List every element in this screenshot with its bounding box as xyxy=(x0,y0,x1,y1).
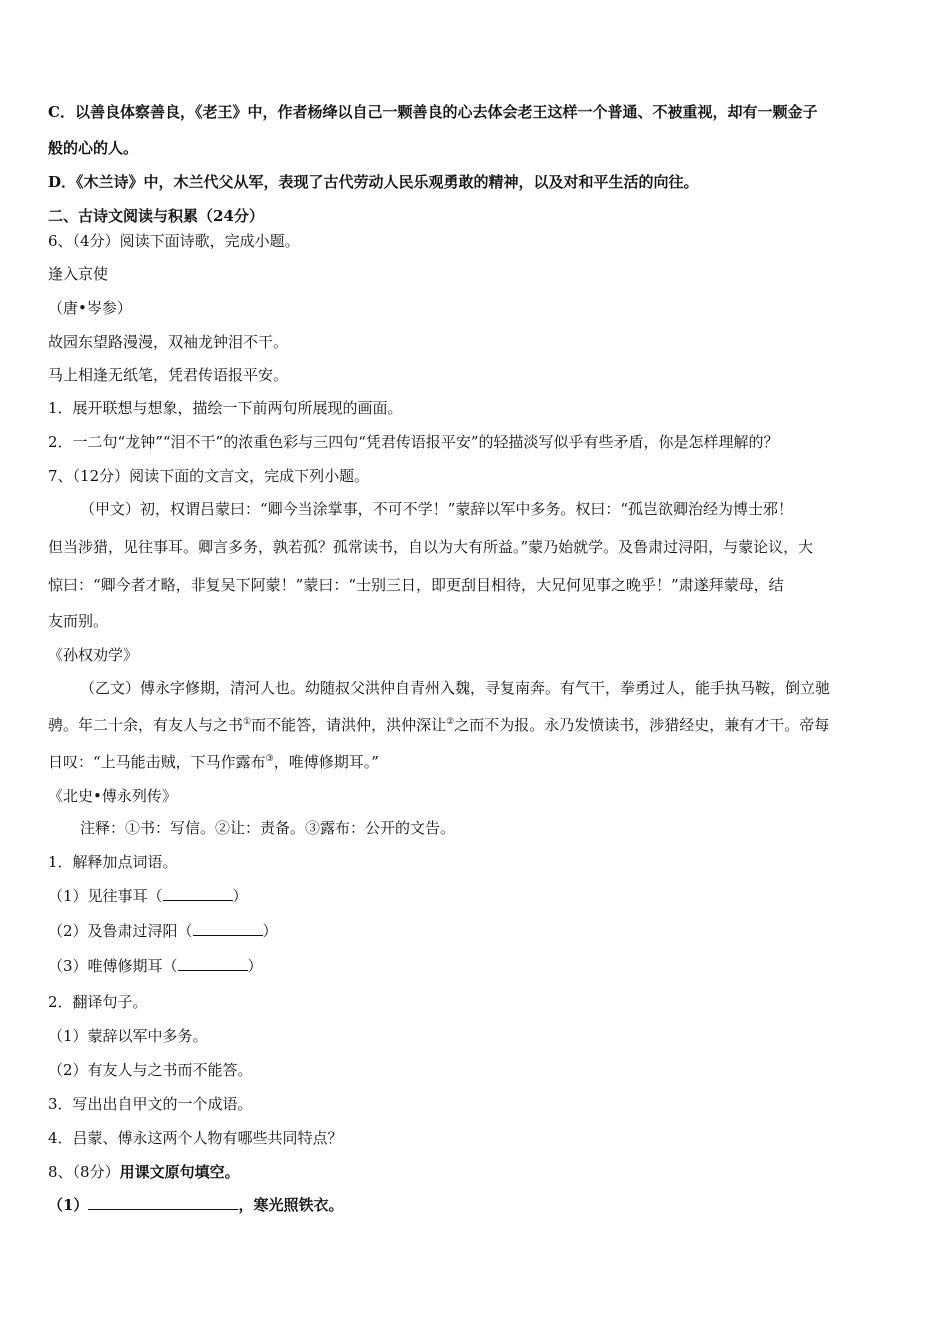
answer-blank[interactable] xyxy=(163,886,233,901)
q7-sub1-item2 xyxy=(48,921,910,941)
answer-blank[interactable] xyxy=(88,1195,238,1210)
yi-text-line3-part1: 日叹：“上马能击贼，下马作露布 xyxy=(48,753,266,771)
item-label: （1）见往事耳（ xyxy=(48,887,163,905)
q8-item1 xyxy=(48,1195,910,1215)
poem-line-2: 马上相逢无纸笔，凭君传语报平安。 xyxy=(48,366,289,384)
annotation-notes: 注释：①书：写信。②让：责备。③露布：公开的文告。 xyxy=(80,819,456,837)
answer-blank[interactable] xyxy=(193,921,263,936)
close-paren: ） xyxy=(262,922,278,940)
option-c-line1: C．以善良体察善良，《老王》中，作者杨绛以自己一颗善良的心去体会老王这样一个普通、不被重视，却有一颗金子 xyxy=(48,103,818,121)
jia-text-line4: 友而别。 xyxy=(48,612,109,630)
answer-blank[interactable] xyxy=(178,956,248,971)
yi-text-line2 xyxy=(48,715,910,735)
close-paren: ） xyxy=(247,957,263,975)
poem-title: 逢入京使 xyxy=(48,265,109,283)
footnote-mark-1: ① xyxy=(243,717,252,727)
q7-sub2: 2．翻译句子。 xyxy=(48,993,148,1011)
yi-text-line2-part1: 骋。年二十余，有友人与之书 xyxy=(48,716,244,734)
jia-text-line2: 但当涉猎，见往事耳。卿言多务，孰若孤？孤常读书，自以为大有所益。”蒙乃始就学。及鲁肃过浔阳，与蒙论议，大 xyxy=(48,538,814,556)
footnote-mark-2: ② xyxy=(446,717,455,727)
yi-text-line3 xyxy=(48,752,910,772)
q7-sub2-item2: （2）有友人与之书而不能答。 xyxy=(48,1061,253,1079)
jia-source: 《孙权劝学》 xyxy=(48,646,139,664)
option-d: D．《木兰诗》中，木兰代父从军，表现了古代劳动人民乐观勇敢的精神，以及对和平生活的向往。 xyxy=(48,173,699,191)
item-text: ，寒光照铁衣。 xyxy=(238,1196,344,1214)
q8-intro xyxy=(48,1162,910,1182)
jia-text-line3: 惊曰：“卿今者才略，非复吴下阿蒙！”蒙曰：“士别三日，即更刮目相待，大兄何见事之晚乎！”肃遂拜蒙母，结 xyxy=(48,576,784,594)
option-c-line2: 般的心的人。 xyxy=(48,139,139,157)
section-heading: 二、古诗文阅读与积累（24分） xyxy=(48,207,264,225)
q7-sub1: 1．解释加点词语。 xyxy=(48,853,178,871)
q7-sub4: 4．吕蒙、傅永这两个人物有哪些共同特点？ xyxy=(48,1129,343,1147)
yi-text-line2-part2: 而不能答，请洪仲，洪仲深让 xyxy=(251,716,447,734)
item-label: （3）唯傅修期耳（ xyxy=(48,957,178,975)
q6-sub1: 1．展开联想与想象，描绘一下前两句所展现的画面。 xyxy=(48,399,403,417)
jia-text-line1: （甲文）初，权谓吕蒙曰：“卿今当涂掌事，不可不学！”蒙辞以军中多务。权曰：“孤岂欲卿治经为博士邪！ xyxy=(80,500,794,518)
q7-sub3: 3．写出出自甲文的一个成语。 xyxy=(48,1095,253,1113)
poem-line-1: 故园东望路漫漫，双袖龙钟泪不干。 xyxy=(48,333,289,351)
q7-sub1-item1 xyxy=(48,886,910,906)
yi-text-line3-part2: ，唯傅修期耳。” xyxy=(273,753,379,771)
yi-source: 《北史•傅永列传》 xyxy=(48,787,177,805)
q8-instruction: 用课文原句填空。 xyxy=(119,1163,240,1181)
q8-score: 8、（8分） xyxy=(48,1163,120,1181)
q7-sub2-item1: （1）蒙辞以军中多务。 xyxy=(48,1027,208,1045)
poem-author: （唐•岑参） xyxy=(48,299,132,317)
item-label: （1） xyxy=(48,1196,89,1214)
yi-text-line2-part3: 之而不为报。永乃发愤读书，涉猎经史，兼有才干。帝每 xyxy=(454,716,830,734)
close-paren: ） xyxy=(232,887,248,905)
footnote-mark-3: ③ xyxy=(265,754,274,764)
q6-intro: 6、（4分）阅读下面诗歌，完成小题。 xyxy=(48,232,300,250)
q7-sub1-item3 xyxy=(48,956,910,976)
q6-sub2: 2．一二句“龙钟”“泪不干”的浓重色彩与三四句“凭君传语报平安”的轻描淡写似乎有些矛盾，你是怎样理解的？ xyxy=(48,433,779,451)
item-label: （2）及鲁肃过浔阳（ xyxy=(48,922,193,940)
yi-text-line1: （乙文）傅永字修期，清河人也。幼随叔父洪仲自青州入魏，寻复南奔。有气干，拳勇过人，能手执马鞍，倒立驰 xyxy=(80,679,831,697)
q7-intro: 7、（12分）阅读下面的文言文，完成下列小题。 xyxy=(48,467,370,485)
